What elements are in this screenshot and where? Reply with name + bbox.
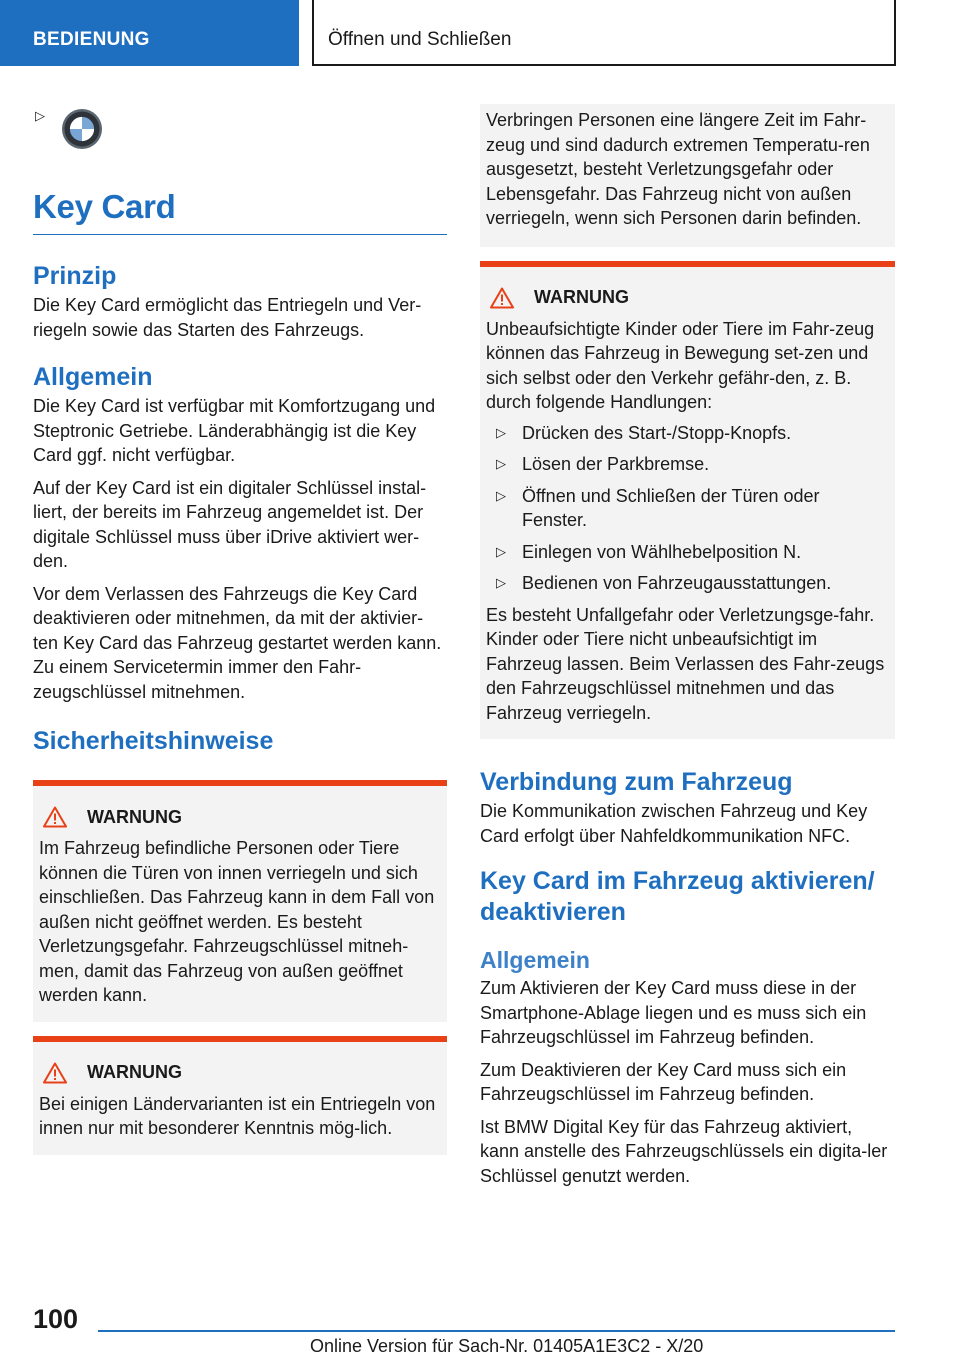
warning-intro: Unbeaufsichtigte Kinder oder Tiere im Fahr-zeug können das Fahrzeug in Bewegung set-zen und sich selbst oder den Verkehr gefähr-den, z. B. durch folgende Handlungen: — [486, 318, 875, 412]
warning-box-2 — [33, 1036, 447, 1155]
footer-divider — [98, 1330, 895, 1332]
warning-triangle-icon — [43, 806, 67, 828]
list-item: ▷ Lösen der Parkbremse. — [486, 452, 889, 477]
page-title: Key Card — [33, 188, 447, 235]
paragraph-verbindung: Die Kommunikation zwischen Fahrzeug und Key Card erfolgt über Nahfeldkommunikation NFC. — [480, 801, 868, 846]
left-column — [33, 100, 447, 1169]
paragraph-allgemein-2: Auf der Key Card ist ein digitaler Schlüssel instal-liert, der bereits im Fahrzeug angemeldet ist. Der digitale Schlüssel muss über iDrive aktiviert wer-den. — [33, 477, 427, 571]
paragraph-aktivieren-3: Ist BMW Digital Key für das Fahrzeug aktiviert, kann anstelle des Fahrzeugschlüssels ein digita-ler Schlüssel genutzt werden. — [480, 1116, 888, 1186]
heading-allgemein: Allgemein — [33, 363, 153, 391]
paragraph-aktivieren-2: Zum Deaktivieren der Key Card muss sich ein Fahrzeugschlüssel im Fahrzeug befinden. — [480, 1059, 847, 1104]
warning-box-1 — [33, 780, 447, 1022]
list-item: ▷ Einlegen von Wählhebelposition N. — [486, 540, 889, 565]
page-header — [0, 0, 960, 68]
chapter-title: Öffnen und Schließen — [312, 0, 896, 66]
right-column — [480, 104, 895, 1196]
warning-continuation-box — [480, 104, 895, 247]
warning-label: WARNUNG — [87, 806, 182, 827]
heading-prinzip: Prinzip — [33, 262, 117, 290]
heading-verbindung: Verbindung zum Fahrzeug — [480, 768, 793, 796]
paragraph-allgemein-1: Die Key Card ist verfügbar mit Komfortzugang und Steptronic Getriebe. Länderabhängig ist die Key Card ggf. nicht verfügbar. — [33, 396, 436, 465]
warning-triangle-icon — [490, 287, 514, 309]
heading-aktivieren: Key Card im Fahrzeug aktivieren/ deaktivieren — [480, 867, 875, 926]
warning-list — [486, 421, 889, 596]
warning-text: Bei einigen Ländervarianten ist ein Entriegeln von innen nur mit besonderer Kenntnis mög-lich. — [39, 1093, 436, 1138]
bullet-triangle-icon: ▷ — [496, 487, 506, 503]
footer-online-version: Online Version für Sach-Nr. 01405A1E3C2 - X/20 — [310, 1336, 704, 1356]
warning-triangle-icon — [43, 1062, 67, 1084]
warning-label: WARNUNG — [534, 287, 629, 307]
subheading-allgemein: Allgemein — [480, 947, 590, 973]
list-item: ▷ Drücken des Start-/Stopp-Knopfs. — [486, 421, 889, 446]
bmw-logo-icon — [61, 108, 103, 150]
bullet-triangle-icon: ▷ — [35, 108, 45, 123]
bullet-triangle-icon: ▷ — [496, 543, 506, 559]
bullet-triangle-icon: ▷ — [496, 424, 506, 440]
model-indicator — [33, 100, 447, 172]
warning-continuation-text: Verbringen Personen eine längere Zeit im Fahr-zeug und sind dadurch extremen Temperatu-ren ausgesetzt, besteht Verletzungsgefahr oder Lebensgefahr. Das Fahrzeug nicht von außen verriegeln, wenn sich Personen darin befinden. — [486, 110, 870, 228]
warning-outro: Es besteht Unfallgefahr oder Verletzungsge-fahr. Kinder oder Tiere nicht unbeaufsichtigt im Fahrzeug lassen. Beim Verlassen des Fahr-zeugs den Fahrzeugschlüssel mitnehmen und das Fahrzeug verriegeln. — [486, 604, 885, 723]
warning-box-3 — [480, 261, 895, 740]
warning-text: Im Fahrzeug befindliche Personen oder Tiere können die Türen von innen verriegeln und sich einschließen. Das Fahrzeug kann in dem Fall von außen nicht geöffnet werden. Es besteht Verletzungsgefahr. Fahrzeugschlüssel mitneh-men, damit das Fahrzeug von außen geöffnet werden kann. — [39, 838, 435, 1005]
bullet-triangle-icon: ▷ — [496, 456, 506, 471]
list-item: ▷ Bedienen von Fahrzeugausstattungen. — [486, 571, 889, 596]
paragraph-aktivieren-1: Zum Aktivieren der Key Card muss diese in der Smartphone-Ablage liegen und es muss sich ein Fahrzeugschlüssel im Fahrzeug befinden. — [480, 978, 867, 1047]
heading-sicherheitshinweise: Sicherheitshinweise — [33, 727, 274, 755]
bullet-triangle-icon: ▷ — [496, 575, 506, 590]
page-number: 100 — [33, 1304, 79, 1334]
page-footer — [0, 1296, 960, 1362]
list-item: ▷ Öffnen und Schließen der Türen oder Fenster. — [486, 484, 889, 533]
section-tab: BEDIENUNG — [0, 0, 299, 66]
warning-label: WARNUNG — [87, 1062, 182, 1082]
paragraph-prinzip: Die Key Card ermöglicht das Entriegeln und Ver-riegeln sowie das Starten des Fahrzeugs. — [33, 295, 422, 340]
paragraph-allgemein-3: Vor dem Verlassen des Fahrzeugs die Key Card deaktivieren oder mitnehmen, da mit der aktivier-ten Key Card das Fahrzeug gestartet werden kann. Zu einem Servicetermin immer den Fahr-zeugschlüssel mitnehmen. — [33, 583, 442, 702]
